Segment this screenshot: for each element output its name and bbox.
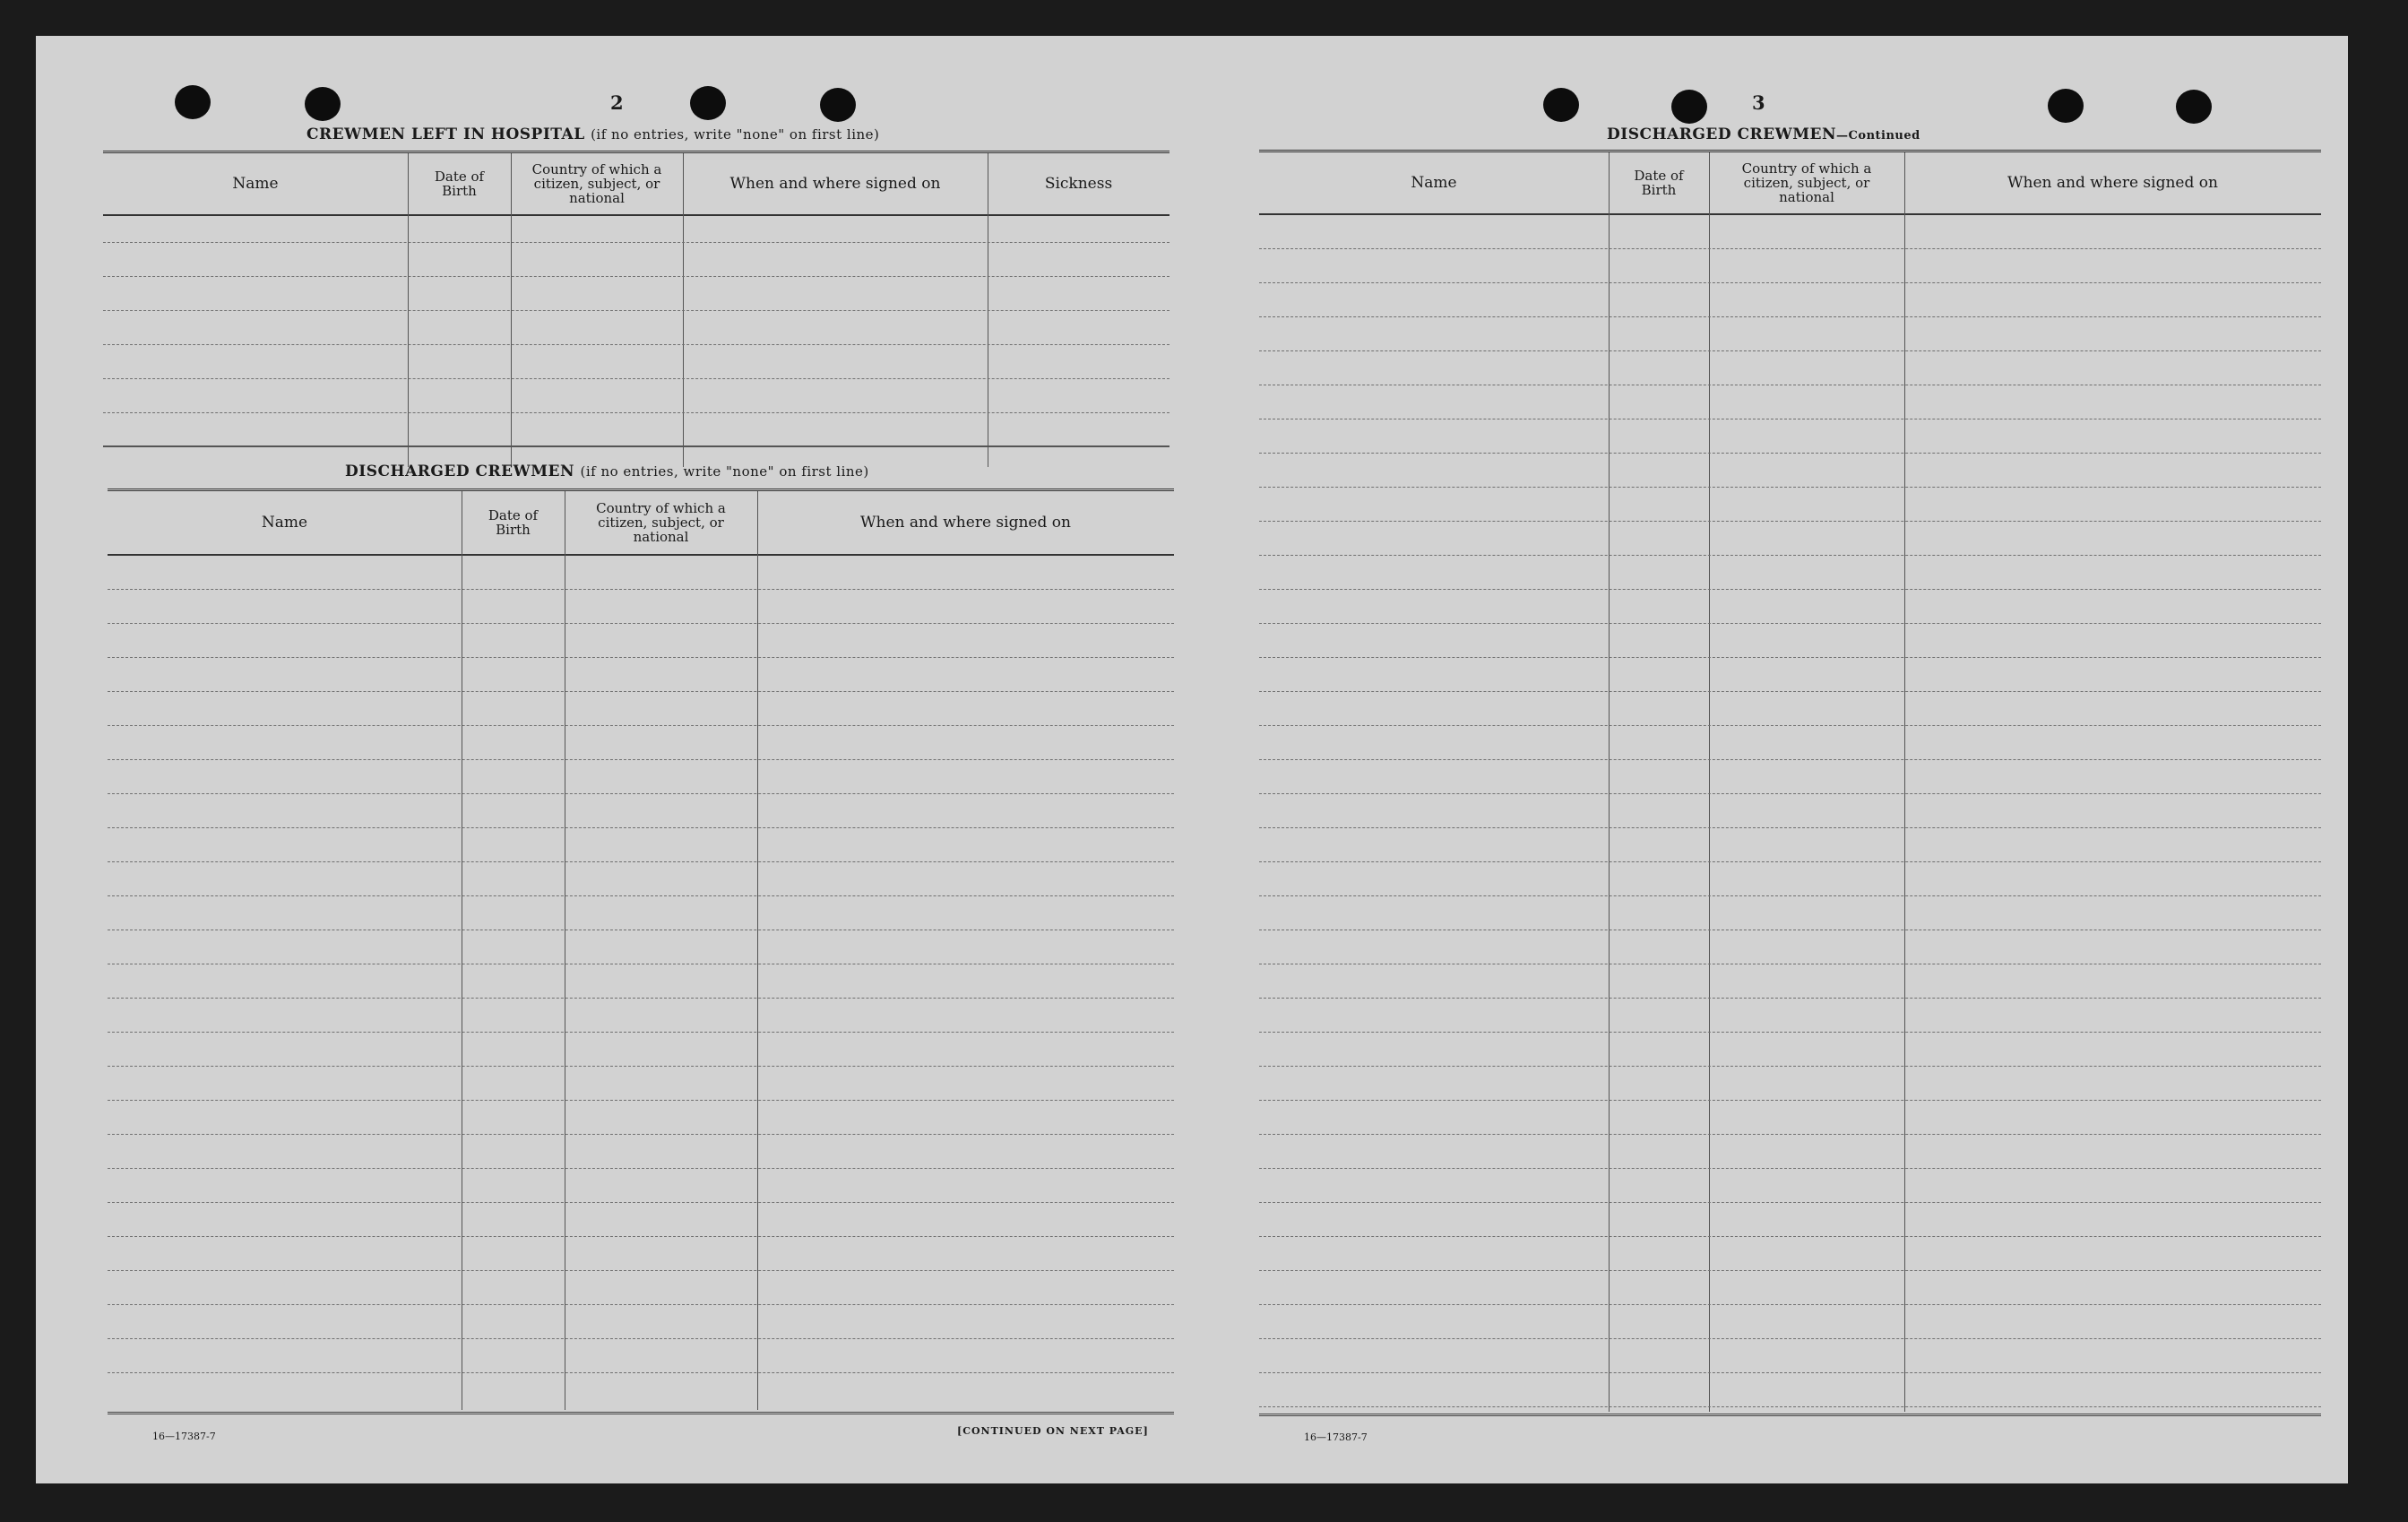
hospital-rows	[103, 216, 1169, 467]
hospital-title-text: CREWMEN LEFT IN HOSPITAL	[306, 125, 585, 143]
entry-line[interactable]	[108, 896, 1174, 930]
discharged-table	[108, 489, 1174, 1410]
punch-hole	[820, 88, 856, 122]
entry-line[interactable]	[1259, 1033, 2321, 1067]
col-dob-header: Date of Birth	[1634, 168, 1684, 198]
entry-line[interactable]	[1259, 930, 2321, 964]
entry-line[interactable]	[1259, 1305, 2321, 1339]
hospital-instruction: (if no entries, write "none" on first line)	[591, 126, 880, 143]
col-name-header: Name	[261, 514, 308, 532]
entry-line[interactable]	[1259, 590, 2321, 624]
col-country-header: Country of which a citizen, subject, or national	[596, 500, 726, 545]
entry-line[interactable]	[1259, 1237, 2321, 1271]
discharged-continued-rows	[1259, 215, 2321, 1412]
discharged-rows	[108, 556, 1174, 1410]
discharged-table-header	[108, 491, 1174, 556]
col-signed-header: When and where signed on	[860, 514, 1071, 532]
discharged-continued-table	[1259, 150, 2321, 1412]
entry-line[interactable]	[103, 345, 1169, 379]
col-country-header: Country of which a citizen, subject, or national	[531, 161, 662, 206]
entry-line[interactable]	[1259, 896, 2321, 930]
punch-hole	[175, 85, 211, 119]
entry-line[interactable]	[108, 1339, 1174, 1373]
punch-hole	[690, 86, 726, 120]
entry-line[interactable]	[1259, 692, 2321, 726]
page-number: 3	[1752, 91, 1765, 114]
punch-hole	[1671, 90, 1707, 124]
entry-line[interactable]	[103, 379, 1169, 413]
entry-line[interactable]	[1259, 385, 2321, 419]
form-sheet	[36, 36, 2348, 1483]
entry-line[interactable]	[1259, 760, 2321, 794]
entry-line[interactable]	[108, 930, 1174, 964]
form-code: 16—17387-7	[152, 1431, 216, 1442]
entry-line[interactable]	[1259, 1067, 2321, 1101]
entry-line[interactable]	[1259, 1169, 2321, 1203]
continued-note: [CONTINUED ON NEXT PAGE]	[957, 1425, 1149, 1437]
page-number: 2	[610, 91, 624, 114]
discharged-continued-title	[1607, 125, 1920, 143]
entry-line[interactable]	[108, 726, 1174, 760]
entry-line[interactable]	[108, 1101, 1174, 1135]
entry-line[interactable]	[108, 658, 1174, 692]
entry-line[interactable]	[1259, 249, 2321, 283]
entry-line[interactable]	[108, 1203, 1174, 1237]
bottom-rule	[108, 1412, 1174, 1414]
discharged-continued-header	[1259, 152, 2321, 215]
entry-line[interactable]	[108, 1135, 1174, 1169]
entry-line[interactable]	[103, 311, 1169, 345]
right-page	[1228, 36, 2348, 1483]
entry-line[interactable]	[1259, 828, 2321, 862]
col-sickness-header: Sickness	[1044, 175, 1113, 193]
entry-line[interactable]	[1259, 1271, 2321, 1305]
punch-hole	[305, 87, 341, 121]
col-signed-header: When and where signed on	[2007, 174, 2218, 192]
hospital-table-header	[103, 153, 1169, 216]
entry-line[interactable]	[1259, 794, 2321, 828]
entry-line[interactable]	[103, 243, 1169, 277]
entry-line[interactable]	[108, 1033, 1174, 1067]
entry-line[interactable]	[108, 1305, 1174, 1339]
entry-line[interactable]	[108, 862, 1174, 896]
entry-line[interactable]	[108, 794, 1174, 828]
entry-line[interactable]	[1259, 488, 2321, 522]
col-dob-header: Date of Birth	[434, 169, 485, 199]
entry-line[interactable]	[108, 760, 1174, 794]
entry-line[interactable]	[108, 590, 1174, 624]
entry-line[interactable]	[1259, 1101, 2321, 1135]
continued-suffix: —Continued	[1836, 129, 1920, 143]
entry-line[interactable]	[108, 828, 1174, 862]
entry-line[interactable]	[103, 413, 1169, 447]
discharged-instruction: (if no entries, write "none" on first line)	[580, 463, 869, 480]
discharged-title-text: DISCHARGED CREWMEN	[345, 463, 575, 480]
left-page	[36, 36, 1210, 1483]
col-name-header: Name	[232, 175, 279, 193]
entry-line[interactable]	[108, 1237, 1174, 1271]
entry-line[interactable]	[108, 999, 1174, 1033]
entry-line[interactable]	[1259, 419, 2321, 454]
hospital-table	[103, 151, 1169, 467]
entry-line[interactable]	[1259, 658, 2321, 692]
entry-line[interactable]	[108, 624, 1174, 658]
entry-line[interactable]	[1259, 283, 2321, 317]
hospital-section-title	[306, 125, 879, 143]
entry-line[interactable]	[1259, 1373, 2321, 1407]
punch-hole	[1543, 88, 1579, 122]
entry-line[interactable]	[1259, 862, 2321, 896]
form-code: 16—17387-7	[1304, 1431, 1368, 1443]
col-name-header: Name	[1411, 174, 1457, 192]
entry-line[interactable]	[1259, 624, 2321, 658]
entry-line[interactable]	[108, 964, 1174, 999]
entry-line[interactable]	[108, 1169, 1174, 1203]
punch-hole	[2176, 90, 2212, 124]
bottom-rule	[1259, 1414, 2321, 1416]
entry-line[interactable]	[1259, 215, 2321, 249]
entry-line[interactable]	[1259, 522, 2321, 556]
entry-line[interactable]	[1259, 454, 2321, 488]
entry-line[interactable]	[1259, 999, 2321, 1033]
entry-line[interactable]	[1259, 1135, 2321, 1169]
entry-line[interactable]	[1259, 351, 2321, 385]
entry-line[interactable]	[1259, 726, 2321, 760]
col-country-header: Country of which a citizen, subject, or national	[1741, 160, 1872, 205]
col-dob-header: Date of Birth	[488, 507, 539, 538]
discharged-section-title	[345, 463, 869, 480]
entry-line[interactable]	[1259, 1339, 2321, 1373]
entry-line[interactable]	[103, 277, 1169, 311]
discharged-continued-text: DISCHARGED CREWMEN	[1607, 125, 1837, 143]
col-signed-header: When and where signed on	[729, 175, 941, 193]
entry-line[interactable]	[1259, 556, 2321, 590]
entry-line[interactable]	[1259, 964, 2321, 999]
punch-hole	[2048, 89, 2084, 123]
entry-line[interactable]	[108, 1067, 1174, 1101]
entry-line[interactable]	[108, 692, 1174, 726]
entry-line[interactable]	[1259, 1203, 2321, 1237]
entry-line[interactable]	[108, 556, 1174, 590]
entry-line[interactable]	[108, 1271, 1174, 1305]
entry-line[interactable]	[103, 216, 1169, 243]
entry-line[interactable]	[1259, 317, 2321, 351]
